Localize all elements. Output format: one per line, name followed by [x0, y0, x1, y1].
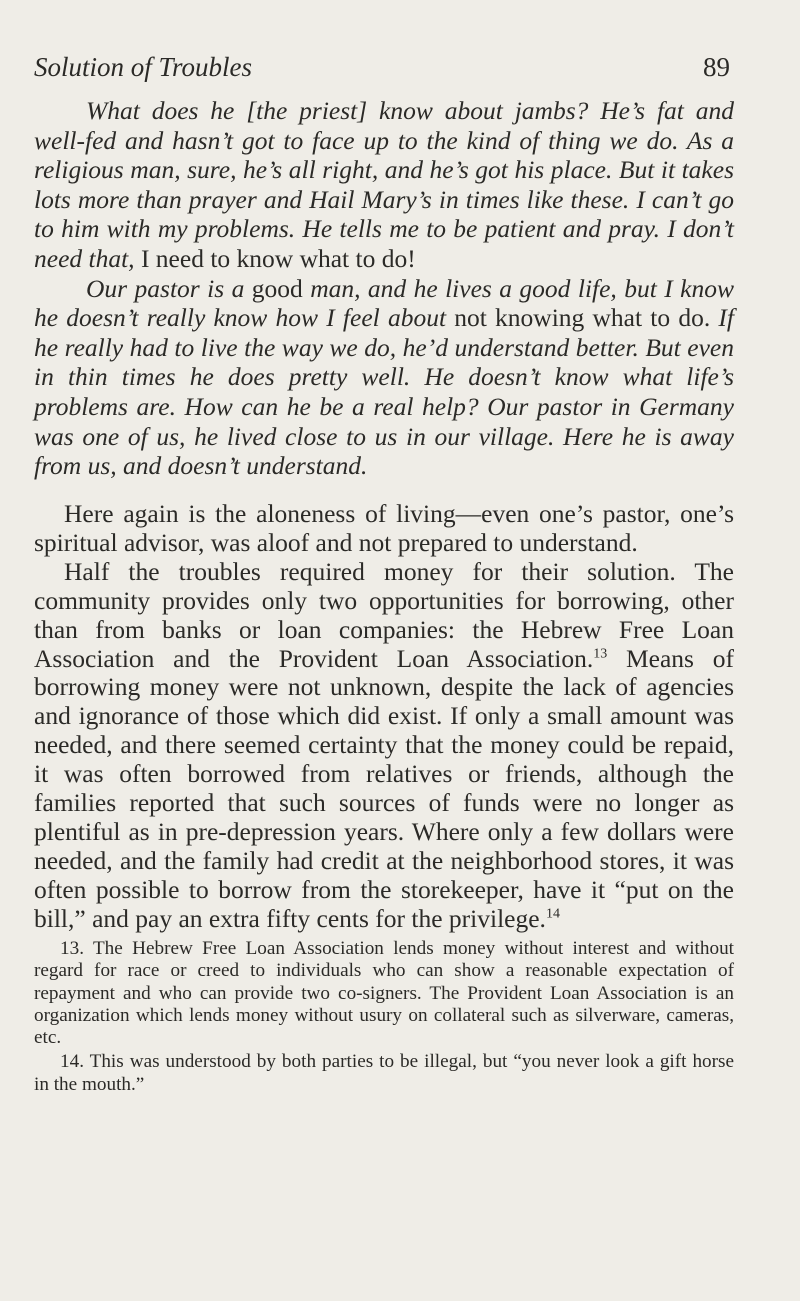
footnote-ref-13: 13	[593, 646, 608, 662]
footnote-ref-14: 14	[545, 906, 560, 922]
running-head	[34, 52, 730, 88]
body-text	[34, 500, 734, 934]
quote-text: man, and he lives a good life, but I know he doesn’t really know how I feel about	[34, 273, 734, 333]
footnote-13: 13. The Hebrew Free Loan Association lends money without interest and without regard for race or creed to individuals who can show a reasonable expectation of repayment and who can provide two co-signers. The Provident Loan Association is an organization which lends money without usury on collateral such as silverware, cameras, etc.	[34, 938, 734, 1049]
footnotes	[34, 938, 734, 1096]
quote-text: What does he [the priest] know about jambs? He’s fat and well-fed and hasn’t got to face up to the kind of thing we do. As a religious man, sure, he’s all right, and he’s got his place. But it takes lots more than prayer and Hail Mary’s in times like these. I can’t	[34, 96, 734, 214]
page-number: 89	[703, 52, 730, 82]
quote-text: Our pastor is a	[86, 273, 252, 303]
body-text-run: Half the troubles required money for their solution. The community provides only two opportunities for borrowing, other than from banks or loan companies: the Hebrew Free Loan Association and the Provident Loan Association.	[34, 556, 734, 673]
quote-paragraph-2	[34, 274, 734, 481]
running-title: Solution of Troubles	[34, 52, 253, 82]
body-text-run: Means of borrowing money were not unknown, despite the lack of agencies and ignorance of those which did exist. If only a small amount was needed, and there seemed certainty that the money could be repaid, it was often borrowed from relatives or friends, although the families reported that such sources of funds were no longer as plentiful as in pre-depression years. Where only a few dollars were needed, and the family had credit at the neighborhood stores, it was often possible to borrow from the storekeeper, have it “put on the bill,” and pay an extra fifty cents for the privilege.	[34, 643, 734, 933]
quote-roman-text: not knowing what to do.	[454, 303, 711, 333]
quote-text: go to him with my problems. He tells me to be patient and pray. I don’t need that,	[34, 184, 734, 273]
block-quote	[34, 96, 734, 481]
quote-paragraph-1	[34, 96, 734, 274]
quote-text: If he really had to live the way we do, he’d understand better. But even in thin times he does pretty well. He doesn’t know what life’s problems are. How can he be a real help? Our pastor in Germany was one of us, he lived close to us in our village. Here he is away from us, and doesn’t understand.	[34, 303, 735, 481]
quote-roman-text: I need to know what to do!	[140, 243, 416, 273]
quote-roman-text: good	[251, 273, 311, 303]
body-paragraph-2	[34, 558, 734, 934]
body-paragraph-1: Here again is the aloneness of living—even one’s pastor, one’s spiritual advisor, was aloof and not prepared to understand.	[34, 499, 734, 557]
footnote-14: 14. This was understood by both parties to be illegal, but “you never look a gift horse in the mouth.”	[34, 1051, 734, 1095]
